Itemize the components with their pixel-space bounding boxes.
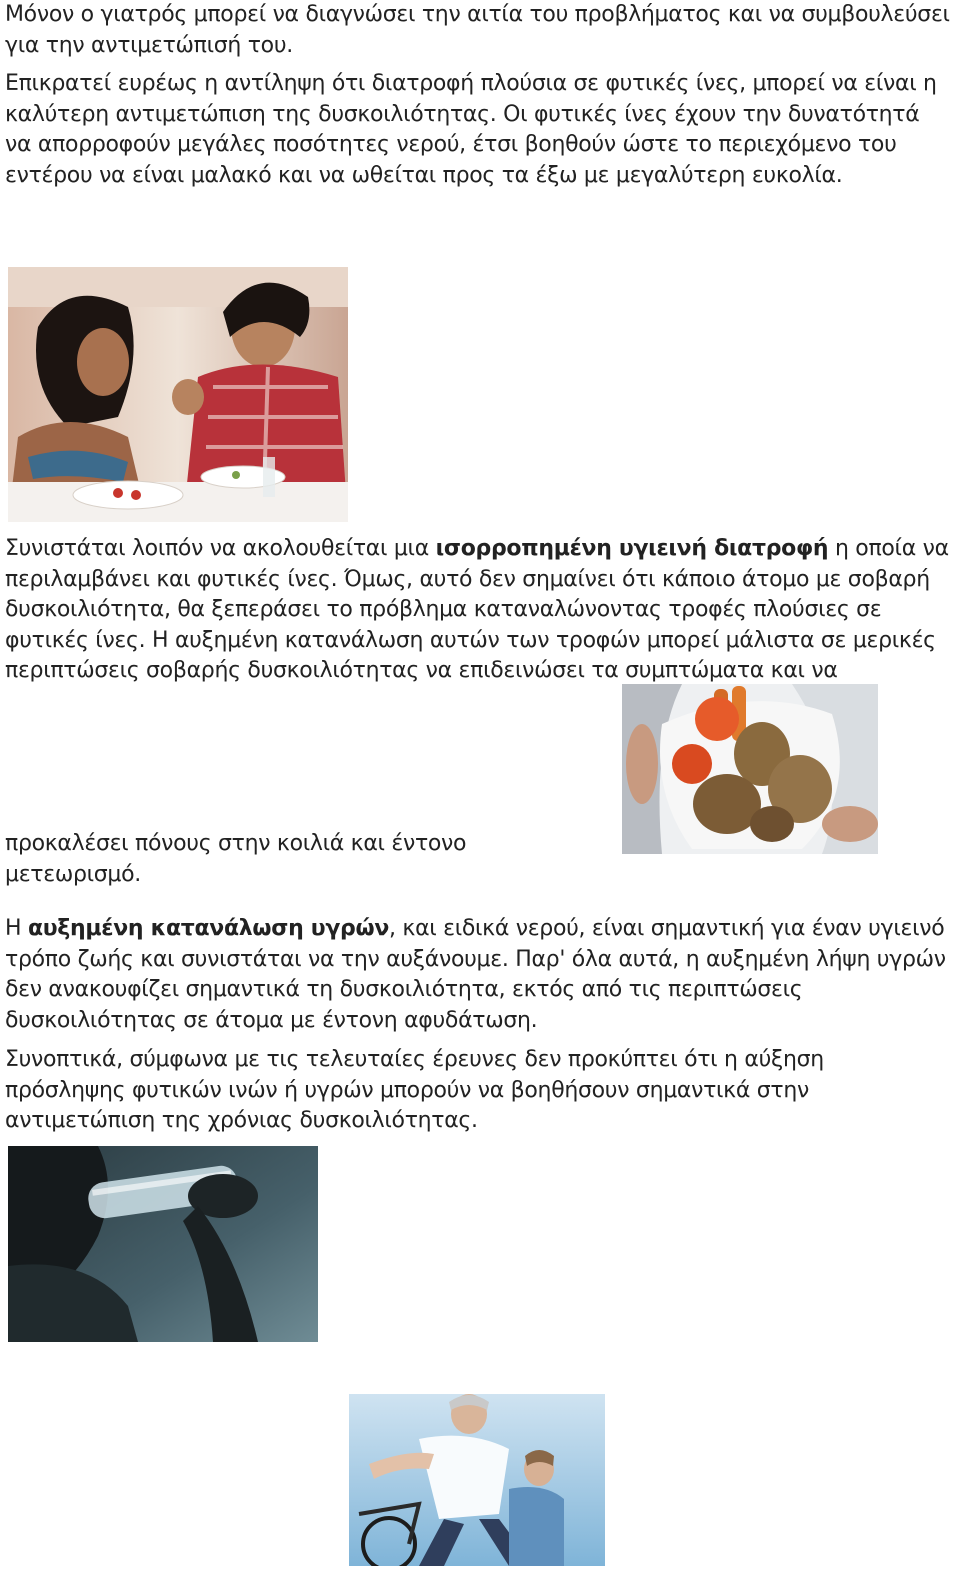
paragraph-bloating: προκαλέσει πόνους στην κοιλιά και έντονο μετεωρισμό. [5, 831, 467, 887]
emphasis-balanced-diet: ισορροπημένη υγιεινή διατροφή [435, 536, 829, 561]
paragraph-balanced-diet-rest: η οποία να περιλαμβάνει και φυτικές ίνες. Όμως, αυτό δεν σημαίνει ότι κάποιο άτομο με σοβαρή δυσκοιλιότητα, θα ξεπεράσει το πρόβλημα καταναλώνοντας τροφές πλούσιες σε φυτικές ίνες. Η αυξημένη κατανάλωση αυτών των τροφών μπορεί μάλιστα σε μερικές περιπτώσεις σοβαρής δυσκοιλιότητας να επιδεινώσει τα συμπτώματα και να [5, 536, 949, 683]
paragraph-balanced-diet-start: Συνιστάται λοιπόν να ακολουθείται μια [5, 536, 436, 561]
paragraph-fiber-belief: Επικρατεί ευρέως η αντίληψη ότι διατροφή πλούσια σε φυτικές ίνες, μπορεί να είναι η καλύτερη αντιμετώπιση της δυσκοιλιότητας. Οι φυτικές ίνες έχουν την δυνατότητά να απορροφούν μεγάλες ποσότητες νερού, έτσι βοηθούν ώστε το περιεχόμενο του εντέρου να είναι μαλακό και να ωθείται προς τα έξω με μεγαλύτερη ευκολία. [5, 71, 937, 188]
photo-vegetables-hands [622, 684, 878, 854]
paragraph-summary: Συνοπτικά, σύμφωνα με τις τελευταίες έρευνες δεν προκύπτει ότι η αύξηση πρόσληψης φυτικών ινών ή υγρών μπορούν να βοηθήσουν σημαντικά στην αντιμετώπιση της χρόνιας δυσκοιλιότητας. [5, 1047, 824, 1133]
paragraph-diagnosis: Μόνον ο γιατρός μπορεί να διαγνώσει την αιτία του προβλήματος και να συμβουλεύσει για την αντιμετώπισή του. [5, 2, 950, 58]
photo-couple-cycling [349, 1394, 605, 1566]
paragraph-fluids-start: Η [5, 916, 28, 941]
photo-man-drinking-water [8, 1146, 318, 1342]
emphasis-fluid-intake: αυξημένη κατανάλωση υγρών [27, 916, 390, 941]
paragraph-fluids [5, 914, 950, 1036]
paragraph-fluids-rest: , και ειδικά νερού, είναι σημαντική για έναν υγιεινό τρόπο ζωής και συνιστάται να την αυξάνουμε. Παρ' όλα αυτά, η αυξημένη λήψη υγρών δεν ανακουφίζει σημαντικά τη δυσκοιλιότητα, εκτός από τις περιπτώσεις δυσκοιλιότητας σε άτομα με έντονη αφυδάτωση. [5, 916, 946, 1033]
paragraph-balanced-diet [5, 534, 950, 687]
photo-couple-dining [8, 267, 348, 522]
